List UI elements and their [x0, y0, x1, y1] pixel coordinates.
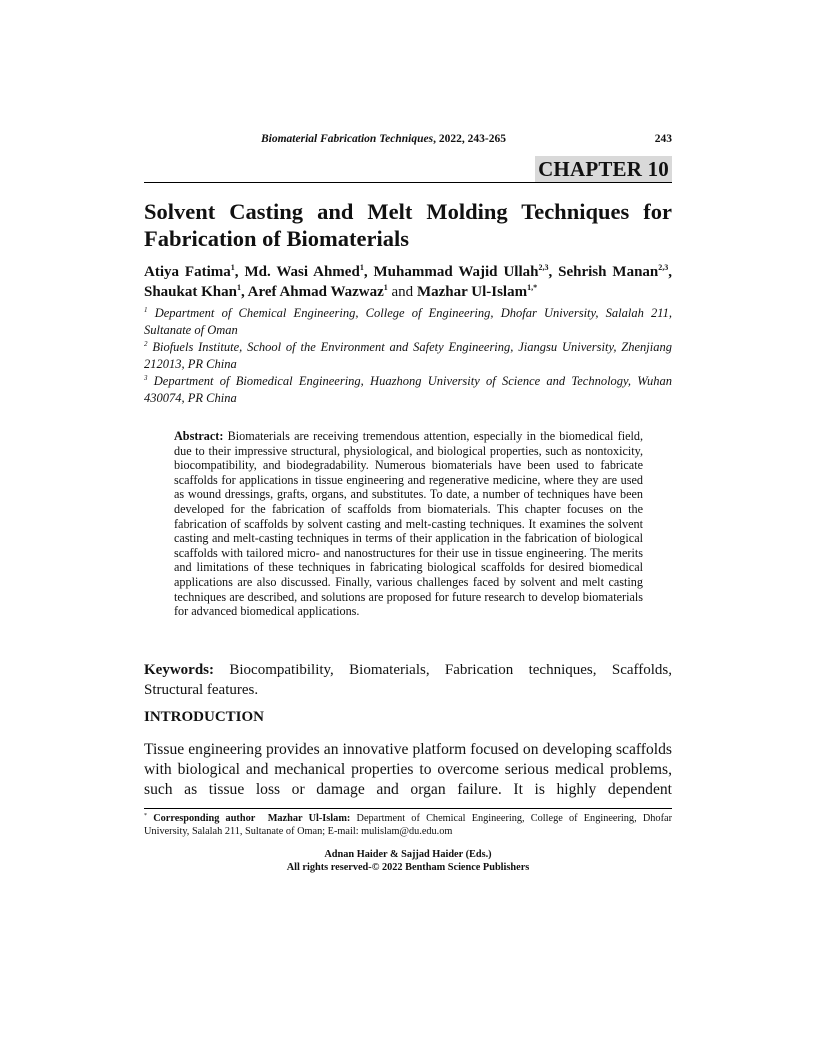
footnote-divider — [144, 808, 672, 809]
footnote-author: Mazhar Ul-Islam: — [267, 813, 351, 824]
affiliation-3: $^3$ Department of Biomedical Engineering, Huazhong University of Science and Technology, Wuhan 430074, PR China — [144, 374, 673, 405]
section-heading-introduction: INTRODUCTION — [144, 709, 265, 725]
author-affiliation-ref: 1 — [230, 263, 235, 272]
journal-citation — [261, 133, 506, 145]
author: Md. Wasi Ahmed — [244, 264, 360, 280]
corresponding-author-footnote: * Corresponding author Mazhar Ul-Islam: Department of Chemical Engineering, College of Engineering, Dhofar University, Salalah 211, Sultanate of Oman; E-mail: mulislam@du.edu.om — [144, 813, 672, 837]
keywords-label: Keywords: — [144, 662, 214, 678]
publisher-footer — [144, 848, 672, 874]
author-list: Atiya Fatima$^1$, Md. Wasi Ahmed$^1$, Muhammad Wajid Ullah$^{2,3}$, Sehrish Manan$^{2,3}$, Shaukat Khan$^1$, Aref Ahmad Wazwaz$^1$ and Mazhar Ul-Islam$^{1,*}$ — [144, 263, 673, 300]
author: Aref Ahmad Wazwaz — [247, 284, 384, 300]
author: Sehrish Manan — [558, 264, 659, 280]
author: Atiya Fatima — [144, 264, 231, 280]
author-affiliation-ref: 1 — [359, 263, 364, 272]
keywords — [144, 660, 672, 700]
author-affiliation-ref: 2,3 — [658, 263, 669, 272]
editors-line: Adnan Haider & Sajjad Haider (Eds.) — [324, 849, 492, 860]
abstract-label: Abstract: — [174, 429, 224, 443]
author-affiliation-ref: 1 — [236, 283, 241, 292]
page-number: 243 — [654, 133, 672, 145]
rights-line: All rights reserved-© 2022 Bentham Science Publishers — [286, 862, 530, 873]
author-affiliation-ref: 1 — [383, 283, 388, 292]
abstract-text: Biomaterials are receiving tremendous attention, especially in the biomedical field, due to their impressive structural, physiological, and biological properties, such as nontoxicity, biocompatibility, and biodegradability. Numerous biomaterials have been used to fabricate scaffolds for applications in tissue engineering and regenerative medicine, where they are used as wound dressings, grafts, organs, and substitutes. To date, a number of techniques have been developed for the fabrication of scaffolds from biomaterials. This chapter focuses on the fabrication of scaffolds by solvent casting and melt-casting techniques. It examines the solvent casting and melt-casting techniques in terms of their application in the fabrication of biological scaffolds with tailored micro- and nanostructures for their use in tissue engineering. The merits and limitations of these techniques in fabricating biological scaffolds for desired biomedical applications are also discussed. Finally, various challenges faced by solvent and melt casting techniques are described, and solutions are proposed for future research to develop biomaterials for advanced biomedical applications. — [174, 429, 644, 619]
chapter-divider — [144, 182, 672, 183]
introduction-paragraph: Tissue engineering provides an innovative platform focused on developing scaffolds with biological and mechanical properties to overcome serious medical problems, such as tissue loss or damage and organ failure. It is highly dependent — [144, 741, 672, 798]
journal-title: Biomaterial Fabrication Techniques — [261, 133, 434, 145]
footnote-text: Department of Chemical Engineering, College of Engineering, Dhofar University, Salalah 211, Sultanate of Oman; E-mail: mulislam@du.edu.om — [144, 813, 672, 837]
chapter-title: Solvent Casting and Melt Molding Techniques for Fabrication of Biomaterials — [144, 199, 672, 251]
abstract — [174, 429, 643, 619]
footnote-label: Corresponding author — [153, 813, 256, 824]
author: Shaukat Khan — [144, 284, 237, 300]
author: Mazhar Ul-Islam — [416, 284, 528, 300]
affiliation-2: $^2$ Biofuels Institute, School of the Environment and Safety Engineering, Jiangsu University, Zhenjiang 212013, PR China — [144, 340, 672, 371]
author: Muhammad Wajid Ullah — [373, 264, 539, 280]
affiliation-1: $^1$ Department of Chemical Engineering, College of Engineering, Dhofar University, Salalah 211, Sultanate of Oman — [144, 306, 673, 337]
journal-year-pages: , 2022, 243-265 — [433, 133, 506, 145]
author-affiliation-ref: 1,* — [527, 283, 538, 292]
chapter-label: CHAPTER 10 — [535, 156, 672, 182]
keywords-text: Biocompatibility, Biomaterials, Fabrication techniques, Scaffolds, Structural features. — [144, 662, 672, 698]
author-affiliation-ref: 2,3 — [538, 263, 549, 272]
